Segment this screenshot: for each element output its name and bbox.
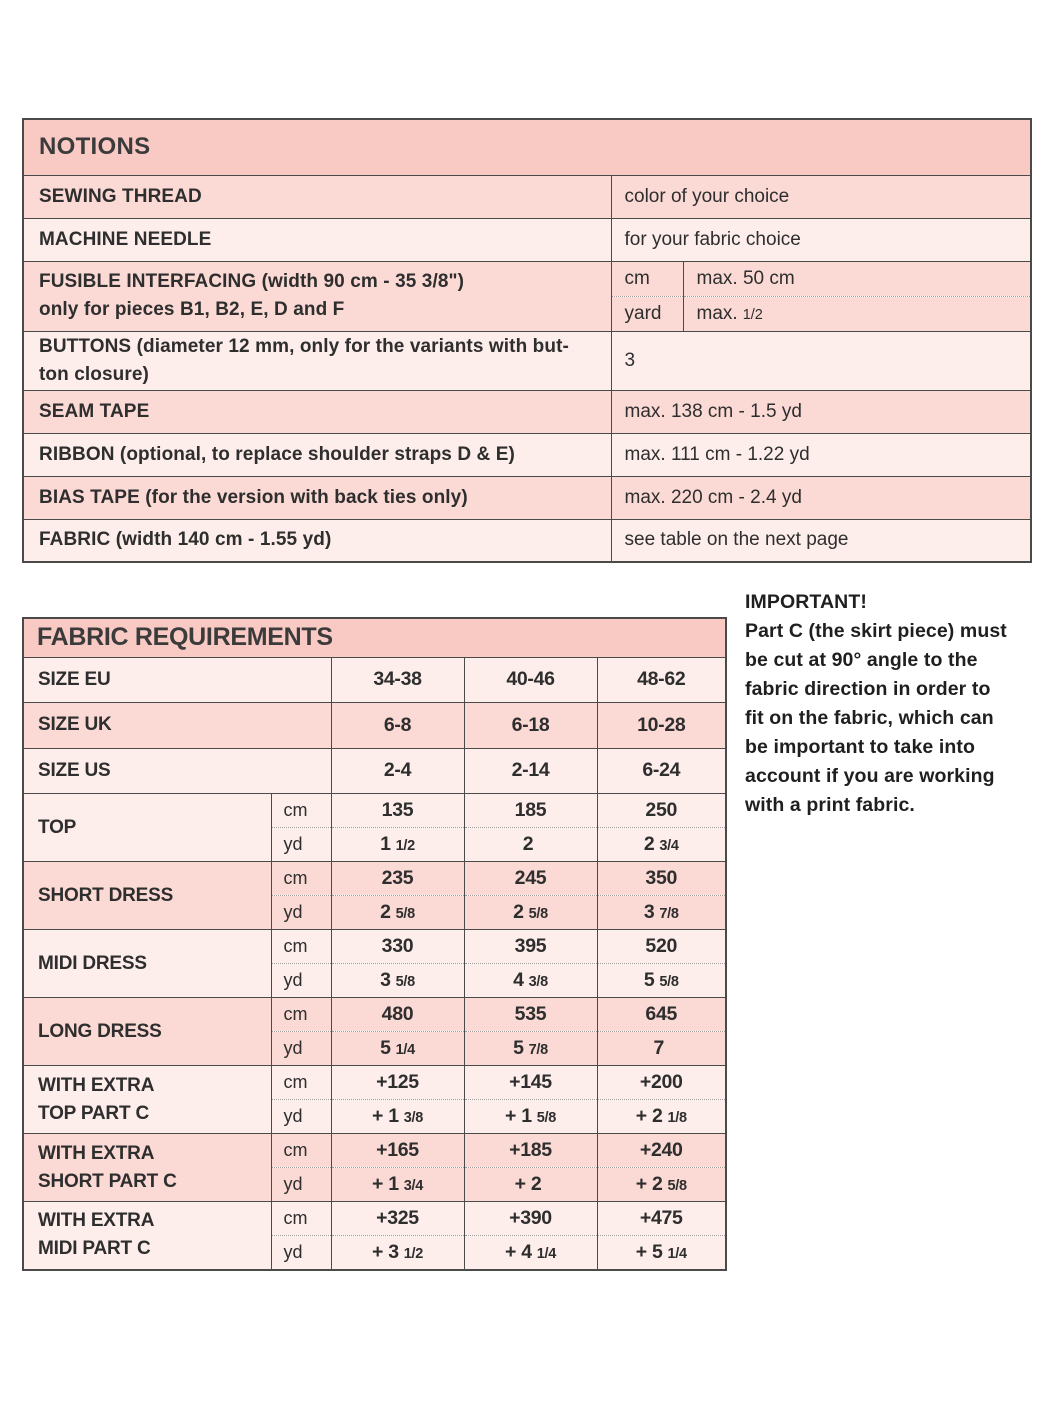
row-label: RIBBON (optional, to replace shoulder straps D & E) [23, 433, 611, 476]
notions-row-machine-needle [23, 218, 1031, 261]
yd-value [331, 1100, 464, 1134]
yd-value [597, 964, 726, 998]
garment-row-midi-dress-cm [23, 930, 726, 964]
value-whole: + 4 [504, 1240, 532, 1263]
row-label: SIZE US [23, 748, 331, 794]
row-value: max. 50 cm [683, 261, 1031, 296]
row-label [23, 1134, 271, 1202]
row-label [23, 261, 611, 331]
value-fraction: 3/4 [403, 1178, 424, 1194]
row-label: SEWING THREAD [23, 175, 611, 218]
value-whole: 5 [643, 969, 655, 991]
notions-row-ribbon [23, 433, 1031, 476]
garment-row-extra-short-cm [23, 1134, 726, 1168]
label-line-2: SHORT PART C [38, 1170, 177, 1192]
value-fraction: 5/8 [667, 1178, 687, 1194]
notions-header-row [23, 119, 1031, 175]
unit-label: yd [271, 828, 331, 862]
yd-value [464, 1236, 597, 1270]
unit-label: yd [271, 1032, 331, 1066]
cm-value: +200 [597, 1066, 726, 1100]
value-fraction: 1/2 [403, 1245, 424, 1262]
size-value: 40-46 [464, 657, 597, 703]
yd-value [597, 1236, 726, 1270]
yd-value [464, 964, 597, 998]
value-fraction: 3/8 [528, 974, 548, 990]
yd-value [331, 1236, 464, 1270]
value-whole: 2 [380, 901, 391, 923]
label-line-1: LONG DRESS [38, 1020, 162, 1042]
notions-title: NOTIONS [23, 119, 1031, 175]
cm-value: 245 [464, 862, 597, 896]
value-fraction: 5/8 [659, 974, 679, 990]
yd-value [464, 1100, 597, 1134]
unit-label: yd [271, 1236, 331, 1270]
value-fraction: 7/8 [528, 1042, 548, 1058]
unit-label: cm [271, 862, 331, 896]
cm-value: 235 [331, 862, 464, 896]
notions-row-seam-tape [23, 390, 1031, 433]
row-value: max. 138 cm - 1.5 yd [611, 390, 1031, 433]
notions-row-buttons [23, 331, 1031, 390]
value-whole: + 1 [371, 1105, 399, 1127]
cm-value: 135 [331, 794, 464, 828]
cm-value: +240 [597, 1134, 726, 1168]
row-value: max. 111 cm - 1.22 yd [611, 433, 1031, 476]
label-line-2: ton closure) [39, 363, 149, 385]
important-note-line: Part C (the skirt piece) must [745, 620, 1007, 642]
size-value: 2-14 [464, 748, 597, 794]
label-line-1: FUSIBLE INTERFACING (width 90 cm - 35 3/8") [39, 271, 465, 292]
important-note-line: be cut at 90° angle to the [745, 649, 978, 671]
yd-value [331, 1168, 464, 1202]
size-value: 48-62 [597, 657, 726, 703]
cm-value: +390 [464, 1202, 597, 1236]
value-fraction: 1/8 [667, 1110, 687, 1126]
unit-label: cm [271, 1202, 331, 1236]
important-note-line: fit on the fabric, which can [745, 707, 994, 729]
size-row-uk [23, 703, 726, 749]
value-fraction: 1/2 [395, 838, 415, 854]
cm-value: 520 [597, 930, 726, 964]
unit-label: cm [271, 998, 331, 1032]
label-line-2: only for pieces B1, B2, E, D and F [39, 299, 345, 320]
yd-value [464, 1168, 597, 1202]
value-whole: 3 [380, 969, 391, 991]
value-whole: 2 [522, 833, 534, 855]
garment-row-extra-top-cm [23, 1066, 726, 1100]
garment-row-top-cm [23, 794, 726, 828]
notions-row-fabric [23, 519, 1031, 562]
value-fraction: 5/8 [395, 974, 415, 990]
size-row-eu [23, 657, 726, 703]
value-fraction: 1/2 [742, 306, 763, 323]
garment-row-extra-midi-cm [23, 1202, 726, 1236]
label-line-1: BUTTONS (diameter 12 mm, only for the variants with but- [39, 335, 569, 357]
cm-value: 250 [597, 794, 726, 828]
cm-value: +325 [331, 1202, 464, 1236]
unit-label: yd [271, 964, 331, 998]
row-value: for your fabric choice [611, 218, 1031, 261]
value-fraction: 3/8 [403, 1110, 424, 1126]
unit-label: yd [271, 1168, 331, 1202]
size-value: 6-8 [331, 703, 464, 749]
size-value: 6-18 [464, 703, 597, 749]
cm-value: +475 [597, 1202, 726, 1236]
yd-value [597, 1168, 726, 1202]
unit-label: yd [271, 896, 331, 930]
value-fraction: 1/4 [667, 1245, 687, 1262]
garment-row-short-dress-cm [23, 862, 726, 896]
important-note-line: fabric direction in order to [745, 678, 991, 700]
important-note-line: account if you are working [745, 765, 995, 787]
row-label [23, 331, 611, 390]
cm-value: 395 [464, 930, 597, 964]
unit-label: cm [271, 930, 331, 964]
garment-row-long-dress-cm [23, 998, 726, 1032]
row-value [683, 296, 1031, 331]
row-label: SIZE UK [23, 703, 331, 749]
value-fraction: 1/4 [536, 1245, 557, 1262]
yd-value [331, 828, 464, 862]
unit-label: yd [271, 1100, 331, 1134]
yd-value [331, 1032, 464, 1066]
cm-value: +125 [331, 1066, 464, 1100]
cm-value: 330 [331, 930, 464, 964]
yd-value [597, 1032, 726, 1066]
cm-value: +145 [464, 1066, 597, 1100]
cm-value: 350 [597, 862, 726, 896]
value-whole: 3 [643, 901, 655, 923]
important-note-line: be important to take into [745, 736, 976, 758]
cm-value: 535 [464, 998, 597, 1032]
yd-value [597, 828, 726, 862]
label-line-1: WITH EXTRA [38, 1074, 155, 1096]
size-value: 6-24 [597, 748, 726, 794]
value-fraction: 1/4 [395, 1042, 415, 1058]
fabric-table-title: FABRIC REQUIREMENTS [23, 618, 726, 657]
row-value: 3 [611, 331, 1031, 390]
unit-label: cm [611, 261, 683, 296]
value-whole: + 3 [371, 1240, 399, 1263]
row-label: SIZE EU [23, 657, 331, 703]
value-fraction: 5/8 [395, 906, 415, 922]
value-whole: 4 [513, 969, 524, 991]
notions-row-fusible-cm [23, 261, 1031, 296]
row-label [23, 930, 271, 998]
label-line-1: WITH EXTRA [38, 1142, 155, 1164]
label-line-1: TOP [38, 816, 77, 838]
label-line-1: WITH EXTRA [38, 1210, 155, 1232]
yd-value [331, 896, 464, 930]
value-whole: + 5 [635, 1240, 663, 1263]
yd-value [464, 828, 597, 862]
value-fraction: 3/4 [659, 838, 679, 854]
important-note-title: IMPORTANT! [745, 591, 867, 613]
cm-value: +185 [464, 1134, 597, 1168]
row-value: color of your choice [611, 175, 1031, 218]
yd-value [597, 1100, 726, 1134]
size-value: 2-4 [331, 748, 464, 794]
label-line-2: MIDI PART C [38, 1238, 151, 1260]
value-whole: + 2 [635, 1173, 663, 1195]
value-whole: + 2 [514, 1173, 542, 1195]
row-label [23, 1202, 271, 1270]
value-fraction: 5/8 [536, 1110, 557, 1126]
important-note-line: with a print fabric. [745, 794, 915, 816]
fabric-requirements-table [22, 617, 727, 1271]
unit-label: yard [611, 296, 683, 331]
yd-value [331, 964, 464, 998]
fabric-header-row [23, 618, 726, 657]
row-label: SEAM TAPE [23, 390, 611, 433]
row-label: FABRIC (width 140 cm - 1.55 yd) [23, 519, 611, 562]
value-whole: 7 [653, 1037, 665, 1059]
important-note [745, 588, 1037, 820]
cm-value: 645 [597, 998, 726, 1032]
unit-label: cm [271, 1134, 331, 1168]
value-whole: + 2 [635, 1105, 663, 1127]
yd-value [464, 896, 597, 930]
label-line-1: SHORT DRESS [38, 884, 174, 906]
value-whole: 5 [513, 1037, 524, 1059]
unit-label: cm [271, 794, 331, 828]
yd-value [597, 896, 726, 930]
value-fraction: 5/8 [528, 906, 548, 922]
size-value: 34-38 [331, 657, 464, 703]
row-label: BIAS TAPE (for the version with back ties only) [23, 476, 611, 519]
label-line-1: MIDI DRESS [38, 952, 147, 974]
size-row-us [23, 748, 726, 794]
value-whole: 2 [643, 833, 655, 855]
cm-value: 480 [331, 998, 464, 1032]
row-label [23, 862, 271, 930]
yd-value [464, 1032, 597, 1066]
row-label [23, 998, 271, 1066]
row-value: max. 220 cm - 2.4 yd [611, 476, 1031, 519]
value-whole: + 1 [371, 1173, 399, 1195]
row-value: see table on the next page [611, 519, 1031, 562]
row-label [23, 794, 271, 862]
size-value: 10-28 [597, 703, 726, 749]
notions-row-bias-tape [23, 476, 1031, 519]
value-whole: max. [696, 302, 738, 324]
notions-table [22, 118, 1032, 563]
value-whole: 5 [380, 1037, 391, 1059]
row-label: MACHINE NEEDLE [23, 218, 611, 261]
value-fraction: 7/8 [659, 906, 679, 922]
value-whole: + 1 [504, 1105, 532, 1127]
label-line-2: TOP PART C [38, 1102, 149, 1124]
value-whole: 1 [380, 833, 391, 855]
cm-value: +165 [331, 1134, 464, 1168]
unit-label: cm [271, 1066, 331, 1100]
notions-row-sewing-thread [23, 175, 1031, 218]
row-label [23, 1066, 271, 1134]
value-whole: 2 [513, 901, 524, 923]
cm-value: 185 [464, 794, 597, 828]
